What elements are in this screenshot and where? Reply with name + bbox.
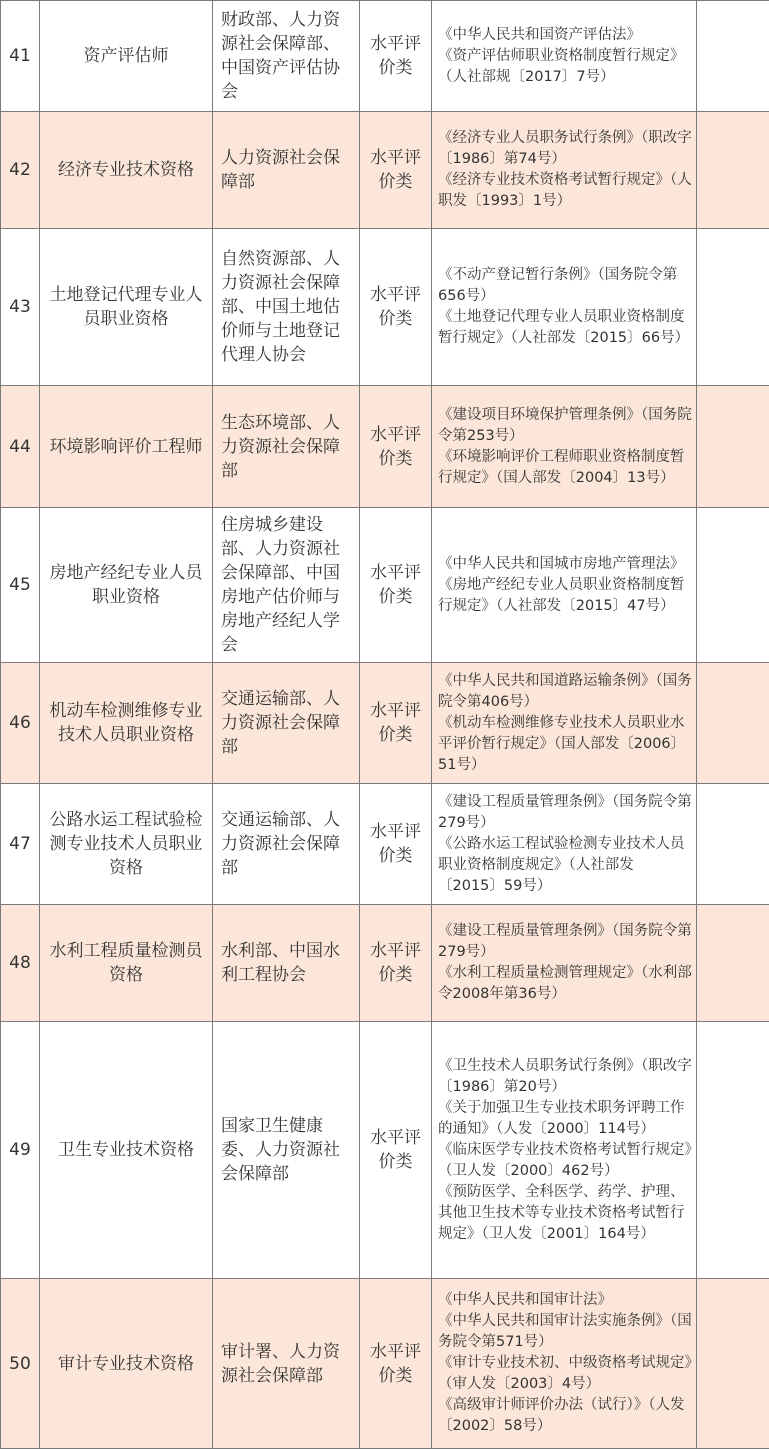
basis-line: 《中华人民共和国审计法》 — [438, 1290, 692, 1311]
implementing-department: 交通运输部、人力资源社会保障部 — [213, 784, 360, 905]
basis-line: 《中华人民共和国资产评估法》 — [438, 25, 692, 46]
qualification-name: 环境影响评价工程师 — [40, 386, 213, 508]
implementing-department: 国家卫生健康委、人力资源社会保障部 — [213, 1022, 360, 1279]
legal-basis — [432, 229, 697, 386]
table-row — [1, 1022, 769, 1279]
legal-basis — [432, 784, 697, 905]
row-number: 49 — [1, 1022, 40, 1279]
note-cell — [697, 784, 769, 905]
legal-basis — [432, 1279, 697, 1449]
basis-line: 《房地产经纪专业人员职业资格制度暂行规定》（人社部发〔2015〕47号） — [438, 575, 692, 617]
basis-line: 《建设项目环境保护管理条例》（国务院令第253号） — [438, 405, 692, 447]
qualification-type: 水平评价类 — [360, 1022, 432, 1279]
qualification-name: 资产评估师 — [40, 1, 213, 112]
table-row — [1, 1, 769, 112]
basis-line: 《经济专业人员职务试行条例》（职改字〔1986〕第74号） — [438, 128, 692, 170]
implementing-department: 审计署、人力资源社会保障部 — [213, 1279, 360, 1449]
note-cell — [697, 1, 769, 112]
legal-basis — [432, 663, 697, 784]
note-cell — [697, 905, 769, 1022]
implementing-department: 交通运输部、人力资源社会保障部 — [213, 663, 360, 784]
note-cell — [697, 386, 769, 508]
basis-line: 《关于加强卫生专业技术职务评聘工作的通知》（人发〔2000〕114号） — [438, 1098, 692, 1140]
legal-basis — [432, 386, 697, 508]
table-row — [1, 112, 769, 229]
row-number: 46 — [1, 663, 40, 784]
note-cell — [697, 112, 769, 229]
basis-line: 《建设工程质量管理条例》（国务院令第279号） — [438, 921, 692, 963]
qualification-type: 水平评价类 — [360, 112, 432, 229]
legal-basis — [432, 1022, 697, 1279]
row-number: 41 — [1, 1, 40, 112]
table-row — [1, 905, 769, 1022]
basis-line: 《预防医学、全科医学、药学、护理、其他卫生技术等专业技术资格考试暂行规定》（卫人发〔2001〕164号） — [438, 1182, 692, 1245]
basis-line: 《资产评估师职业资格制度暂行规定》（人社部规〔2017〕7号） — [438, 46, 692, 88]
note-cell — [697, 1279, 769, 1449]
row-number: 45 — [1, 508, 40, 663]
implementing-department: 水利部、中国水利工程协会 — [213, 905, 360, 1022]
implementing-department: 财政部、人力资源社会保障部、中国资产评估协会 — [213, 1, 360, 112]
basis-line: 《水利工程质量检测管理规定》（水利部令2008年第36号） — [438, 963, 692, 1005]
qualification-type: 水平评价类 — [360, 386, 432, 508]
basis-line: 《中华人民共和国审计法实施条例》（国务院令第571号） — [438, 1311, 692, 1353]
qualification-type: 水平评价类 — [360, 784, 432, 905]
table-row — [1, 229, 769, 386]
implementing-department: 生态环境部、人力资源社会保障部 — [213, 386, 360, 508]
row-number: 48 — [1, 905, 40, 1022]
basis-line: 《机动车检测维修专业技术人员职业水平评价暂行规定》（国人部发〔2006〕51号） — [438, 713, 692, 776]
qualification-name: 卫生专业技术资格 — [40, 1022, 213, 1279]
note-cell — [697, 1022, 769, 1279]
implementing-department: 住房城乡建设部、人力资源社会保障部、中国房地产估价师与房地产经纪人学会 — [213, 508, 360, 663]
table-row — [1, 784, 769, 905]
qualification-type: 水平评价类 — [360, 905, 432, 1022]
basis-line: 《审计专业技术初、中级资格考试规定》（审人发〔2003〕4号） — [438, 1353, 692, 1395]
qualification-name: 审计专业技术资格 — [40, 1279, 213, 1449]
qualification-type: 水平评价类 — [360, 508, 432, 663]
qualification-type: 水平评价类 — [360, 663, 432, 784]
basis-line: 《土地登记代理专业人员职业资格制度暂行规定》（人社部发〔2015〕66号） — [438, 307, 692, 349]
row-number: 50 — [1, 1279, 40, 1449]
qualification-type: 水平评价类 — [360, 1, 432, 112]
basis-line: 《建设工程质量管理条例》（国务院令第279号） — [438, 792, 692, 834]
table-row — [1, 663, 769, 784]
basis-line: 《环境影响评价工程师职业资格制度暂行规定》（国人部发〔2004〕13号） — [438, 447, 692, 489]
qualification-name: 房地产经纪专业人员职业资格 — [40, 508, 213, 663]
legal-basis — [432, 1, 697, 112]
legal-basis — [432, 112, 697, 229]
row-number: 43 — [1, 229, 40, 386]
qualification-name: 土地登记代理专业人员职业资格 — [40, 229, 213, 386]
row-number: 44 — [1, 386, 40, 508]
basis-line: 《临床医学专业技术资格考试暂行规定》（卫人发〔2000〕462号） — [438, 1140, 692, 1182]
basis-line: 《卫生技术人员职务试行条例》（职改字〔1986〕第20号） — [438, 1056, 692, 1098]
qualification-type: 水平评价类 — [360, 229, 432, 386]
legal-basis — [432, 508, 697, 663]
qualification-name: 机动车检测维修专业技术人员职业资格 — [40, 663, 213, 784]
table-row — [1, 1279, 769, 1449]
basis-line: 《经济专业技术资格考试暂行规定》（人职发〔1993〕1号） — [438, 170, 692, 212]
basis-line: 《公路水运工程试验检测专业技术人员职业资格制度规定》（人社部发〔2015〕59号） — [438, 834, 692, 897]
legal-basis — [432, 905, 697, 1022]
implementing-department: 人力资源社会保障部 — [213, 112, 360, 229]
table-row — [1, 386, 769, 508]
basis-line: 《不动产登记暂行条例》（国务院令第656号） — [438, 265, 692, 307]
note-cell — [697, 229, 769, 386]
qualification-name: 经济专业技术资格 — [40, 112, 213, 229]
table-row — [1, 508, 769, 663]
row-number: 47 — [1, 784, 40, 905]
note-cell — [697, 663, 769, 784]
basis-line: 《中华人民共和国城市房地产管理法》 — [438, 554, 692, 575]
implementing-department: 自然资源部、人力资源社会保障部、中国土地估价师与土地登记代理人协会 — [213, 229, 360, 386]
note-cell — [697, 508, 769, 663]
basis-line: 《中华人民共和国道路运输条例》（国务院令第406号） — [438, 671, 692, 713]
qualification-type: 水平评价类 — [360, 1279, 432, 1449]
basis-line: 《高级审计师评价办法（试行）》（人发〔2002〕58号） — [438, 1395, 692, 1437]
row-number: 42 — [1, 112, 40, 229]
qualification-name: 公路水运工程试验检测专业技术人员职业资格 — [40, 784, 213, 905]
qualification-name: 水利工程质量检测员资格 — [40, 905, 213, 1022]
